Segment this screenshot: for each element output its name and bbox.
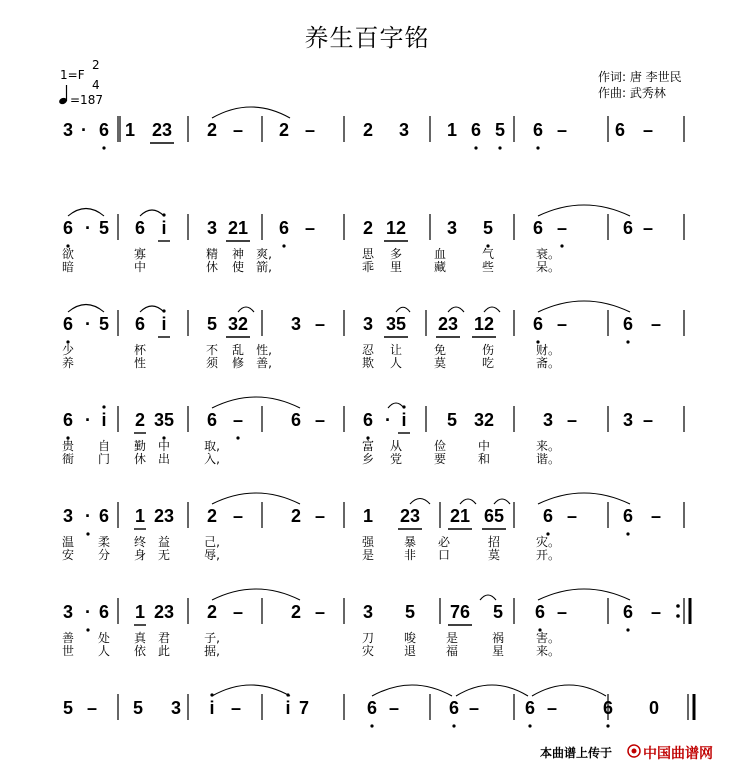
lyric-syllable: 乱 xyxy=(231,343,245,357)
note: – xyxy=(650,602,662,622)
lyric-syllable: 来。 xyxy=(535,644,561,658)
low-octave-dot xyxy=(536,146,539,149)
note: 21 xyxy=(449,506,471,526)
note: 3 xyxy=(290,314,302,334)
lyric-syllable: 处 xyxy=(97,631,111,645)
lyric-syllable: 性, xyxy=(256,343,272,357)
low-octave-dot xyxy=(86,628,89,631)
note: · xyxy=(85,602,91,622)
lyric-syllable: 温 xyxy=(61,535,75,549)
lyric-syllable: 是 xyxy=(361,548,375,562)
slur xyxy=(480,595,496,600)
note: – xyxy=(314,410,326,430)
lyric-syllable: 灾。 xyxy=(535,535,561,549)
slur xyxy=(456,685,528,696)
lyric-syllable: 俭 xyxy=(433,439,447,453)
note: 5 xyxy=(494,120,506,140)
note: – xyxy=(232,602,244,622)
note: 23 xyxy=(153,602,175,622)
note: 3 xyxy=(62,602,74,622)
lyric-syllable: 使 xyxy=(231,260,245,274)
lyric-syllable: 自 xyxy=(97,439,111,453)
lyric-syllable: 口 xyxy=(437,548,451,562)
lyric-syllable: 刀 xyxy=(361,631,375,645)
note: 6 xyxy=(98,120,110,140)
lyric-syllable: 祸 xyxy=(491,631,505,645)
high-octave-dot xyxy=(162,309,165,312)
lyric-syllable: 谐。 xyxy=(535,452,561,466)
lyric-syllable: 杯 xyxy=(133,343,147,357)
high-octave-dot xyxy=(210,693,213,696)
note: i xyxy=(161,218,167,238)
note: 3 xyxy=(622,410,634,430)
lyric-syllable: 终 xyxy=(133,535,147,549)
lyric-syllable: 财。 xyxy=(535,343,561,357)
note: 3 xyxy=(62,120,74,140)
note: 6 xyxy=(366,698,378,718)
lyric-syllable: 己, xyxy=(204,535,220,549)
lyric-syllable: 暴 xyxy=(403,535,417,549)
note: – xyxy=(642,410,654,430)
low-octave-dot xyxy=(452,724,455,727)
slur xyxy=(140,306,164,312)
note: i xyxy=(209,698,215,718)
lyric-syllable: 子, xyxy=(204,631,220,645)
slur xyxy=(238,307,254,312)
high-octave-dot xyxy=(102,405,105,408)
key-signature: 1=F xyxy=(60,68,85,82)
note: 2 xyxy=(362,218,374,238)
note: – xyxy=(566,410,578,430)
note: 65 xyxy=(483,506,505,526)
slur xyxy=(140,210,164,216)
low-octave-dot xyxy=(560,244,563,247)
note: 12 xyxy=(385,218,407,238)
note: 6 xyxy=(532,218,544,238)
slur xyxy=(68,209,104,217)
lyric-syllable: 分 xyxy=(97,548,111,562)
note: – xyxy=(468,698,480,718)
composer: 作曲: 武秀林 xyxy=(598,86,666,100)
lyric-syllable: 世 xyxy=(61,644,75,658)
note: · xyxy=(81,120,87,140)
note: 1 xyxy=(134,506,146,526)
note: 7 xyxy=(298,698,310,718)
low-octave-dot xyxy=(370,724,373,727)
lyric-syllable: 莫 xyxy=(433,356,447,370)
note: – xyxy=(642,120,654,140)
note: – xyxy=(650,506,662,526)
note: – xyxy=(232,410,244,430)
note: – xyxy=(86,698,98,718)
lyric-syllable: 柔 xyxy=(97,535,111,549)
lyric-syllable: 出 xyxy=(157,452,171,466)
note: 6 xyxy=(534,602,546,622)
lyric-syllable: 灾 xyxy=(361,644,375,658)
note: – xyxy=(556,602,568,622)
note: 5 xyxy=(404,602,416,622)
lyric-syllable: 休 xyxy=(133,452,147,466)
note: 23 xyxy=(153,506,175,526)
lyric-syllable: 门 xyxy=(97,452,111,466)
note: 35 xyxy=(385,314,407,334)
note: 3 xyxy=(62,506,74,526)
note: i xyxy=(161,314,167,334)
note: 6 xyxy=(62,410,74,430)
note: 32 xyxy=(473,410,495,430)
note: – xyxy=(556,314,568,334)
lyric-syllable: 安 xyxy=(61,548,75,562)
lyric-syllable: 忍 xyxy=(361,343,375,357)
lyricist: 作词: 唐 李世民 xyxy=(598,70,682,84)
low-octave-dot xyxy=(282,244,285,247)
lyric-syllable: 来。 xyxy=(535,439,561,453)
note: 6 xyxy=(134,314,146,334)
note: – xyxy=(642,218,654,238)
lyric-syllable: 中 xyxy=(477,439,491,453)
lyric-syllable: 寡 xyxy=(133,247,147,261)
lyric-syllable: 此 xyxy=(157,644,171,658)
song-title: 养生百字铭 xyxy=(304,24,430,52)
slur xyxy=(372,685,452,696)
lyric-syllable: 须 xyxy=(205,356,219,370)
note: 5 xyxy=(206,314,218,334)
slur xyxy=(538,301,630,312)
lyric-syllable: 君 xyxy=(157,631,171,645)
note: i xyxy=(285,698,291,718)
lyric-syllable: 星 xyxy=(491,644,505,658)
note: i xyxy=(401,410,407,430)
note: 32 xyxy=(227,314,249,334)
slur xyxy=(448,307,464,312)
lyric-syllable: 退 xyxy=(403,644,417,658)
note: 35 xyxy=(153,410,175,430)
lyric-syllable: 气 xyxy=(481,247,495,261)
lyric-syllable: 中 xyxy=(133,260,147,274)
note: 23 xyxy=(437,314,459,334)
note: 3 xyxy=(170,698,182,718)
note: 1 xyxy=(124,120,136,140)
lyric-syllable: 血 xyxy=(433,247,447,261)
note: 3 xyxy=(542,410,554,430)
note: – xyxy=(650,314,662,334)
note: 6 xyxy=(542,506,554,526)
note: 76 xyxy=(449,602,471,622)
slur xyxy=(68,305,104,313)
lyric-syllable: 免 xyxy=(433,343,447,357)
lyric-syllable: 修 xyxy=(231,356,245,370)
note: 2 xyxy=(134,410,146,430)
note: 6 xyxy=(532,120,544,140)
lyric-syllable: 吃 xyxy=(481,356,495,370)
lyric-syllable: 乡 xyxy=(361,452,375,466)
lyric-syllable: 和 xyxy=(477,452,491,466)
lyric-syllable: 衙 xyxy=(61,452,75,466)
note: · xyxy=(85,218,91,238)
note: – xyxy=(546,698,558,718)
lyric-syllable: 精 xyxy=(205,247,219,261)
lyric-syllable: 益 xyxy=(157,535,171,549)
lyric-syllable: 入, xyxy=(204,452,220,466)
low-octave-dot xyxy=(102,146,105,149)
note: 2 xyxy=(290,602,302,622)
lyric-syllable: 富 xyxy=(361,439,375,453)
lyric-syllable: 党 xyxy=(389,452,403,466)
note: 6 xyxy=(602,698,614,718)
note: – xyxy=(556,120,568,140)
lyric-syllable: 贵 xyxy=(61,439,75,453)
note: – xyxy=(314,506,326,526)
note: 5 xyxy=(132,698,144,718)
note: 3 xyxy=(398,120,410,140)
lyric-syllable: 性 xyxy=(133,356,147,370)
low-octave-dot xyxy=(474,146,477,149)
slur xyxy=(396,307,410,312)
note: 2 xyxy=(206,120,218,140)
note: – xyxy=(232,506,244,526)
slur xyxy=(212,493,300,504)
note: 6 xyxy=(98,602,110,622)
note: – xyxy=(230,698,242,718)
slur xyxy=(212,589,300,600)
lyric-syllable: 伤 xyxy=(481,343,495,357)
lyric-syllable: 必 xyxy=(437,535,451,549)
lyric-syllable: 休 xyxy=(205,260,219,274)
note: 6 xyxy=(134,218,146,238)
lyric-syllable: 强 xyxy=(361,535,375,549)
slur xyxy=(538,205,630,216)
low-octave-dot xyxy=(236,436,239,439)
note: 23 xyxy=(399,506,421,526)
note: 1 xyxy=(362,506,374,526)
note: 5 xyxy=(98,314,110,334)
lyric-syllable: 勤 xyxy=(133,439,147,453)
slur xyxy=(532,685,606,696)
note: 3 xyxy=(362,602,374,622)
note: 6 xyxy=(206,410,218,430)
lyric-syllable: 善 xyxy=(61,631,75,645)
lyric-syllable: 斋。 xyxy=(535,356,561,370)
lyric-syllable: 取, xyxy=(204,439,220,453)
high-octave-dot xyxy=(402,405,405,408)
lyric-syllable: 藏 xyxy=(433,260,447,274)
low-octave-dot xyxy=(626,532,629,535)
note: 6 xyxy=(622,602,634,622)
lyric-syllable: 唆 xyxy=(403,631,417,645)
note: · xyxy=(85,410,91,430)
note: – xyxy=(314,314,326,334)
note: 3 xyxy=(362,314,374,334)
note: 5 xyxy=(492,602,504,622)
lyric-syllable: 身 xyxy=(133,548,147,562)
lyric-syllable: 招 xyxy=(487,535,501,549)
slur xyxy=(212,107,290,118)
note: 1 xyxy=(134,602,146,622)
lyric-syllable: 开。 xyxy=(535,548,561,562)
lyric-syllable: 欺 xyxy=(361,356,375,370)
low-octave-dot xyxy=(528,724,531,727)
lyric-syllable: 福 xyxy=(445,644,459,658)
lyric-syllable: 人 xyxy=(389,356,403,370)
note: – xyxy=(388,698,400,718)
note: 6 xyxy=(470,120,482,140)
note: 6 xyxy=(614,120,626,140)
lyric-syllable: 善, xyxy=(256,356,272,370)
note: 21 xyxy=(227,218,249,238)
slur xyxy=(538,589,630,600)
note: 6 xyxy=(278,218,290,238)
lyric-syllable: 暗 xyxy=(61,260,75,274)
note: 6 xyxy=(62,314,74,334)
low-octave-dot xyxy=(626,340,629,343)
lyric-syllable: 多 xyxy=(389,247,403,261)
repeat-dot xyxy=(676,614,680,618)
lyric-syllable: 中 xyxy=(157,439,171,453)
note: 6 xyxy=(622,314,634,334)
lyric-syllable: 真 xyxy=(133,631,147,645)
lyric-syllable: 神 xyxy=(231,247,245,261)
lyric-syllable: 欲 xyxy=(61,247,75,261)
lyric-syllable: 思 xyxy=(361,247,375,261)
note: 0 xyxy=(648,698,660,718)
tempo: =187 xyxy=(70,93,103,107)
low-octave-dot xyxy=(626,628,629,631)
lyric-syllable: 非 xyxy=(403,548,417,562)
lyric-syllable: 依 xyxy=(133,644,147,658)
note: 6 xyxy=(532,314,544,334)
note: 5 xyxy=(98,218,110,238)
note: 6 xyxy=(622,506,634,526)
high-octave-dot xyxy=(286,693,289,696)
note: 6 xyxy=(524,698,536,718)
note: – xyxy=(556,218,568,238)
note: 2 xyxy=(278,120,290,140)
note: i xyxy=(101,410,107,430)
note: 6 xyxy=(290,410,302,430)
note: 1 xyxy=(446,120,458,140)
note: – xyxy=(304,120,316,140)
time-signature-top: 2 xyxy=(92,58,100,72)
note: 2 xyxy=(362,120,374,140)
note: · xyxy=(385,410,391,430)
lyric-syllable: 乖 xyxy=(361,260,375,274)
note: 6 xyxy=(362,410,374,430)
note: · xyxy=(85,506,91,526)
lyric-syllable: 爽, xyxy=(256,247,272,261)
note: – xyxy=(304,218,316,238)
note: 5 xyxy=(62,698,74,718)
note: – xyxy=(314,602,326,622)
note: 6 xyxy=(448,698,460,718)
note: 2 xyxy=(206,602,218,622)
slur xyxy=(212,397,300,408)
slur xyxy=(494,499,510,504)
note: 6 xyxy=(62,218,74,238)
note: 23 xyxy=(151,120,173,140)
note: 6 xyxy=(622,218,634,238)
note: 6 xyxy=(98,506,110,526)
lyric-syllable: 呆。 xyxy=(535,260,561,274)
footer-text: 本曲谱上传于 xyxy=(540,746,613,760)
lyric-syllable: 辱, xyxy=(204,548,220,562)
lyric-syllable: 养 xyxy=(61,356,75,370)
low-octave-dot xyxy=(606,724,609,727)
slur xyxy=(484,307,500,312)
lyric-syllable: 箭, xyxy=(256,260,272,274)
footer-brand: 中国曲谱网 xyxy=(643,745,713,761)
lyric-syllable: 让 xyxy=(389,343,403,357)
lyric-syllable: 是 xyxy=(445,631,459,645)
note: 5 xyxy=(482,218,494,238)
lyric-syllable: 不 xyxy=(205,343,219,357)
note: – xyxy=(566,506,578,526)
lyric-syllable: 莫 xyxy=(487,548,501,562)
note: · xyxy=(85,314,91,334)
low-octave-dot xyxy=(86,532,89,535)
note: 2 xyxy=(290,506,302,526)
lyric-syllable: 要 xyxy=(433,452,447,466)
note: 2 xyxy=(206,506,218,526)
low-octave-dot xyxy=(498,146,501,149)
lyric-syllable: 人 xyxy=(97,644,111,658)
note: 5 xyxy=(446,410,458,430)
lyric-syllable: 从 xyxy=(389,439,403,453)
note: 3 xyxy=(206,218,218,238)
note: 3 xyxy=(446,218,458,238)
repeat-dot xyxy=(676,604,680,608)
site-logo-icon xyxy=(627,744,641,758)
lyric-syllable: 据, xyxy=(204,644,220,658)
lyric-syllable: 少 xyxy=(61,343,75,357)
lyric-syllable: 衰。 xyxy=(535,247,561,261)
note: 12 xyxy=(473,314,495,334)
lyric-syllable: 害。 xyxy=(535,631,561,645)
lyric-syllable: 里 xyxy=(389,260,403,274)
slur xyxy=(538,493,630,504)
slur xyxy=(410,499,430,505)
slur xyxy=(388,403,404,408)
note: – xyxy=(232,120,244,140)
lyric-syllable: 无 xyxy=(157,548,171,562)
time-signature-bottom: 4 xyxy=(92,78,100,92)
slur xyxy=(460,499,476,504)
slur xyxy=(212,685,290,696)
lyric-syllable: 些 xyxy=(481,260,495,274)
high-octave-dot xyxy=(162,213,165,216)
